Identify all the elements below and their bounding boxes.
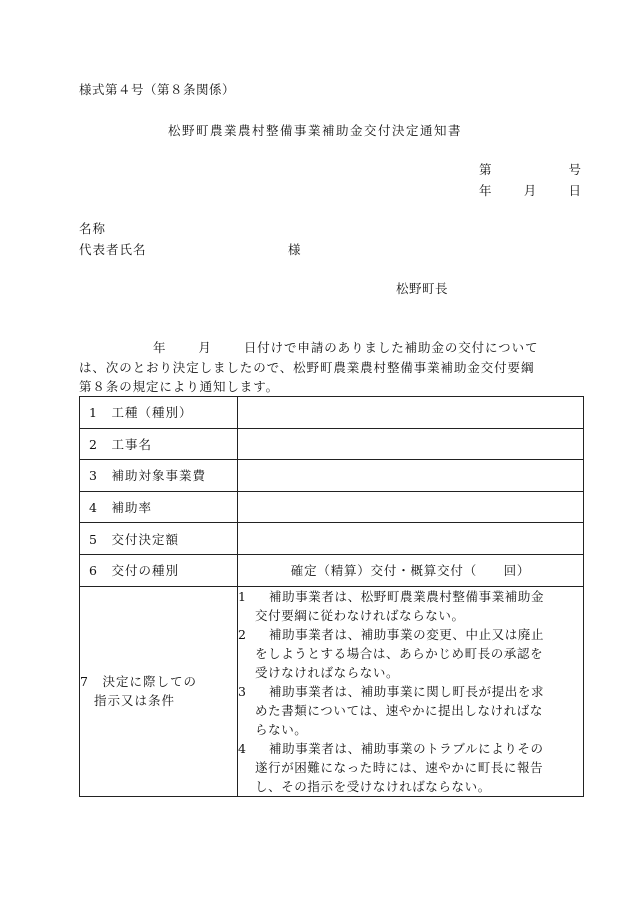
table-row xyxy=(80,397,584,429)
docno-dai: 第 xyxy=(479,162,492,177)
row-value xyxy=(238,491,584,523)
condition-line: めた書類については、速やかに提出しなければな xyxy=(255,702,543,718)
condition-item xyxy=(238,625,583,682)
decision-table xyxy=(79,396,584,797)
condition-line: 受けなければならない。 xyxy=(255,664,400,680)
condition-item xyxy=(238,682,583,739)
notice-body xyxy=(79,338,584,397)
table-row xyxy=(80,460,584,492)
document-number xyxy=(479,160,581,178)
condition-number: 2 xyxy=(238,626,247,642)
condition-item xyxy=(238,739,583,796)
condition-number: 4 xyxy=(238,740,247,756)
body-rest-line1: 日付けで申請のありました補助金の交付について xyxy=(243,340,539,355)
conditions-label xyxy=(80,586,238,796)
condition-line: 補助事業者は、補助事業のトラブルによりその xyxy=(269,740,544,756)
row-label: 3 補助対象事業費 xyxy=(80,460,238,492)
date-day: 日 xyxy=(568,183,581,198)
condition-line: 補助事業者は、補助事業に関し町長が提出を求 xyxy=(269,683,545,699)
condition-item xyxy=(238,587,583,625)
row-label: 5 交付決定額 xyxy=(80,523,238,555)
conditions-label-line1: 7 決定に際しての xyxy=(80,674,197,690)
form-number: 様式第４号（第８条関係） xyxy=(79,82,236,97)
condition-line: をしようとする場合は、あらかじめ町長の承認を xyxy=(255,645,544,661)
table-row xyxy=(80,428,584,460)
row-label: 4 補助率 xyxy=(80,491,238,523)
row-value xyxy=(238,523,584,555)
condition-line: 補助事業者は、補助事業の変更、中止又は廃止 xyxy=(269,626,545,642)
conditions-list xyxy=(238,586,584,796)
row-value xyxy=(238,460,584,492)
condition-text xyxy=(255,625,544,682)
docno-go: 号 xyxy=(568,162,581,177)
conditions-label-line2: 指示又は条件 xyxy=(94,693,176,709)
row-label: 1 工種（種別） xyxy=(80,397,238,429)
condition-line: し、その指示を受けなければならない。 xyxy=(255,778,491,794)
issuer-mayor: 松野町長 xyxy=(396,281,449,296)
honorific-sama: 様 xyxy=(288,242,301,257)
condition-text xyxy=(255,587,544,625)
document-title: 松野町農業農村整備事業補助金交付決定通知書 xyxy=(167,123,462,138)
body-year: 年 xyxy=(153,340,167,355)
condition-line: 交付要綱に従わなければならない。 xyxy=(255,607,465,623)
condition-line: 補助事業者は、松野町農業農村整備事業補助金 xyxy=(269,588,545,604)
representative-name-label: 代表者氏名 xyxy=(79,242,147,257)
addressee-name-label: 名称 xyxy=(79,221,107,236)
row-value: 確定（精算）交付・概算交付（ 回） xyxy=(238,554,584,586)
row-value xyxy=(238,428,584,460)
body-line-1 xyxy=(79,338,584,358)
row-label: 2 工事名 xyxy=(80,428,238,460)
condition-text xyxy=(255,682,544,739)
condition-number: 3 xyxy=(238,683,247,699)
body-month: 月 xyxy=(198,340,212,355)
table-row-conditions xyxy=(80,586,584,796)
body-line-2: は、次のとおり決定しましたので、松野町農業農村整備事業補助金交付要綱 xyxy=(79,359,535,375)
condition-number: 1 xyxy=(238,588,247,604)
date-year: 年 xyxy=(479,183,492,198)
condition-text xyxy=(255,739,544,796)
row-value xyxy=(238,397,584,429)
document-date xyxy=(479,181,581,199)
date-month: 月 xyxy=(523,183,537,198)
table-row xyxy=(80,523,584,555)
row-label: 6 交付の種別 xyxy=(80,554,238,586)
table-row xyxy=(80,554,584,586)
body-line-3: 第８条の規定により通知します。 xyxy=(79,379,280,394)
table-row xyxy=(80,491,584,523)
condition-line: 遂行が困難になった時には、速やかに町長に報告 xyxy=(255,759,544,775)
condition-line: らない。 xyxy=(255,721,308,737)
